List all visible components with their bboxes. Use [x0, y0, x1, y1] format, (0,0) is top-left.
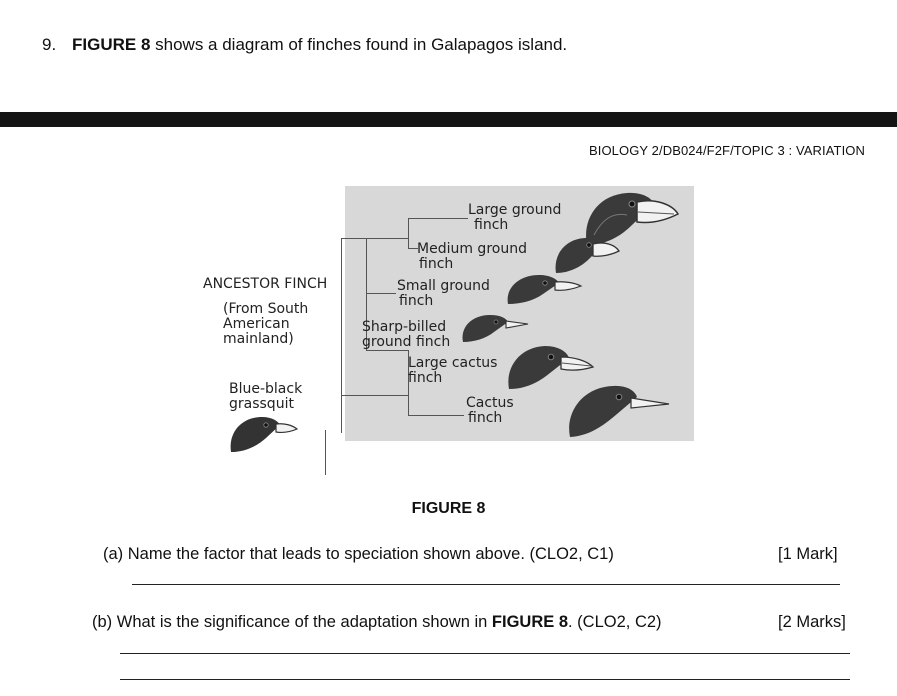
tree-branch [366, 350, 408, 351]
part-b-answer-line[interactable] [120, 653, 850, 654]
page-header: BIOLOGY 2/DB024/F2F/TOPIC 3 : VARIATION [588, 143, 865, 158]
part-b-question: (b) What is the significance of the adaptation shown in FIGURE 8. (CLO2, C2) [92, 613, 662, 631]
part-a-answer-line[interactable] [132, 584, 840, 585]
tree-branch [408, 218, 409, 248]
part-b-answer-line[interactable] [120, 679, 850, 680]
part-b-marks: [2 Marks] [778, 613, 846, 631]
ancestor-label: ANCESTOR FINCH (From South American mainland) [203, 276, 328, 347]
question-figure-ref: FIGURE 8 [72, 35, 151, 54]
tree-branch [341, 238, 366, 239]
part-a-marks: [1 Mark] [778, 545, 838, 563]
medium-ground-finch-icon [553, 235, 621, 275]
finch-label-cactus: Cactus finch [466, 395, 514, 426]
cactus-finch-icon [565, 382, 670, 440]
finch-label-small-ground: Small ground finch [397, 278, 490, 309]
question-body: shows a diagram of finches found in Galapagos island. [150, 35, 568, 54]
tree-branch [408, 415, 464, 416]
page-separator-bar [0, 112, 897, 127]
tree-trunk [341, 238, 342, 433]
grassquit-icon [228, 414, 300, 456]
tree-branch [366, 293, 396, 294]
tree-branch [366, 238, 408, 239]
finch-label-large-cactus: Large cactus finch [408, 355, 498, 386]
question-number: 9. [42, 35, 57, 54]
question-text [42, 35, 567, 55]
tree-branch [325, 430, 326, 475]
part-a-question: (a) Name the factor that leads to speciation shown above. (CLO2, C1) [103, 545, 614, 563]
finch-label-large-ground: Large ground finch [468, 202, 562, 233]
tree-branch [408, 218, 468, 219]
small-ground-finch-icon [505, 272, 583, 306]
finch-label-medium-ground: Medium ground finch [417, 241, 527, 272]
sharp-billed-finch-icon [460, 312, 530, 344]
finch-label-sharp-billed: Sharp-billed ground finch [362, 319, 451, 350]
tree-branch [341, 395, 408, 396]
grassquit-label: Blue-black grassquit [229, 381, 303, 412]
figure-caption: FIGURE 8 [411, 500, 486, 517]
